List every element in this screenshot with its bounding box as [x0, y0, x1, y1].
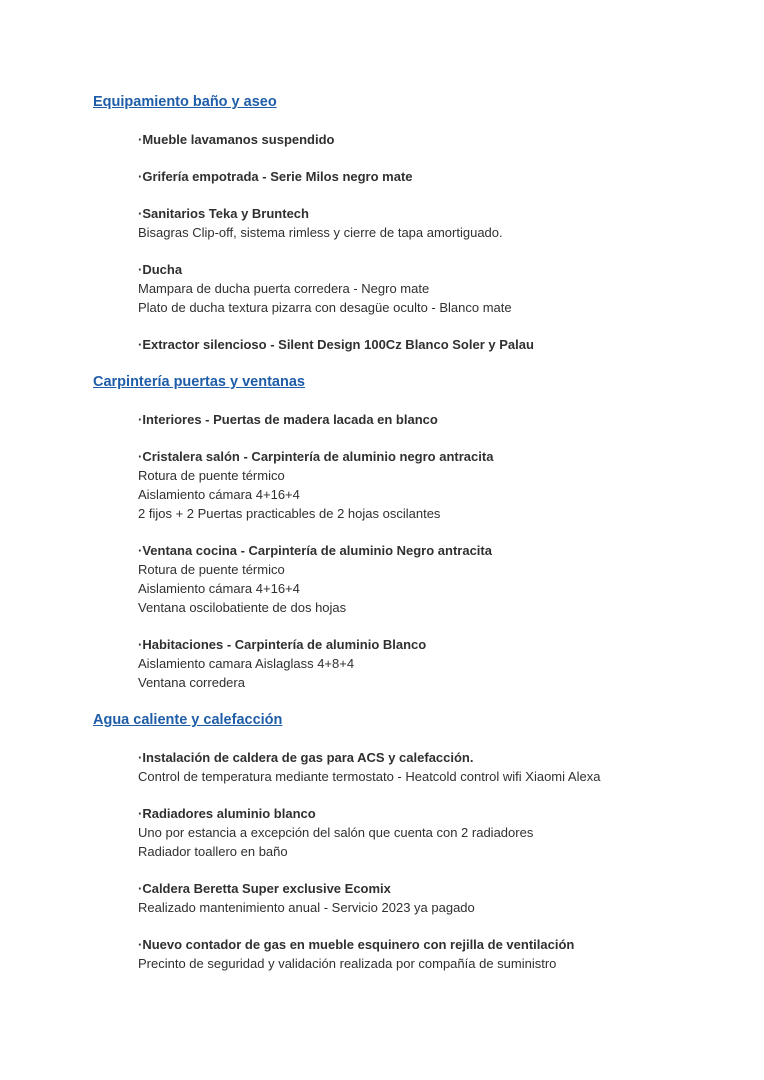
spec-item-detail: Rotura de puente térmico [138, 468, 285, 483]
spec-item-detail: Ventana oscilobatiente de dos hojas [138, 600, 347, 615]
document-section [93, 372, 724, 692]
spec-item-title: ·Caldera Beretta Super exclusive Ecomix [138, 881, 391, 896]
spec-item [138, 260, 724, 317]
spec-item-title: ·Sanitarios Teka y Bruntech [138, 206, 309, 221]
spec-item [138, 541, 724, 617]
spec-item [138, 447, 724, 523]
spec-item-title: ·Ducha [138, 262, 183, 277]
section-items [138, 410, 724, 692]
spec-item-title: ·Mueble lavamanos suspendido [138, 132, 335, 147]
spec-item-title: ·Instalación de caldera de gas para ACS y calefacción. [138, 750, 474, 765]
spec-item-title: ·Radiadores aluminio blanco [138, 806, 316, 821]
section-items [138, 748, 724, 973]
spec-item [138, 879, 724, 917]
section-heading: Equipamiento baño y aseo [93, 94, 277, 110]
document-body [93, 92, 724, 973]
spec-item-detail: Realizado mantenimiento anual - Servicio 2023 ya pagado [138, 900, 475, 915]
spec-item-title: ·Extractor silencioso - Silent Design 100Cz Blanco Soler y Palau [138, 337, 534, 352]
spec-item-title: ·Nuevo contador de gas en mueble esquinero con rejilla de ventilación [138, 937, 575, 952]
spec-item-detail: Uno por estancia a excepción del salón que cuenta con 2 radiadores [138, 825, 534, 840]
spec-item [138, 748, 724, 786]
spec-item-title: ·Cristalera salón - Carpintería de aluminio negro antracita [138, 449, 494, 464]
spec-item-title: ·Habitaciones - Carpintería de aluminio Blanco [138, 637, 427, 652]
spec-item-detail: Mampara de ducha puerta corredera - Negro mate [138, 281, 430, 296]
spec-item [138, 204, 724, 242]
document-section [93, 92, 724, 354]
section-heading: Carpintería puertas y ventanas [93, 374, 305, 390]
spec-item-detail: Precinto de seguridad y validación realizada por compañía de suministro [138, 956, 557, 971]
spec-item-detail: Control de temperatura mediante termostato - Heatcold control wifi Xiaomi Alexa [138, 769, 601, 784]
section-heading: Agua caliente y calefacción [93, 712, 283, 728]
spec-item-detail: Radiador toallero en baño [138, 844, 288, 859]
spec-item [138, 167, 724, 186]
section-items [138, 130, 724, 354]
spec-item [138, 130, 724, 149]
spec-item-detail: Aislamiento camara Aislaglass 4+8+4 [138, 656, 355, 671]
spec-item-detail: 2 fijos + 2 Puertas practicables de 2 hojas oscilantes [138, 506, 441, 521]
spec-item-title: ·Grifería empotrada - Serie Milos negro mate [138, 169, 413, 184]
spec-item [138, 410, 724, 429]
spec-item [138, 804, 724, 861]
spec-item-detail: Rotura de puente térmico [138, 562, 285, 577]
document-section [93, 710, 724, 973]
spec-item-detail: Bisagras Clip-off, sistema rimless y cierre de tapa amortiguado. [138, 225, 503, 240]
spec-item-title: ·Interiores - Puertas de madera lacada en blanco [138, 412, 438, 427]
spec-item-detail: Aislamiento cámara 4+16+4 [138, 487, 300, 502]
spec-item [138, 335, 724, 354]
spec-item [138, 935, 724, 973]
spec-item-detail: Plato de ducha textura pizarra con desagüe oculto - Blanco mate [138, 300, 512, 315]
spec-item-title: ·Ventana cocina - Carpintería de aluminio Negro antracita [138, 543, 492, 558]
spec-item-detail: Aislamiento cámara 4+16+4 [138, 581, 300, 596]
spec-item-detail: Ventana corredera [138, 675, 245, 690]
spec-item [138, 635, 724, 692]
